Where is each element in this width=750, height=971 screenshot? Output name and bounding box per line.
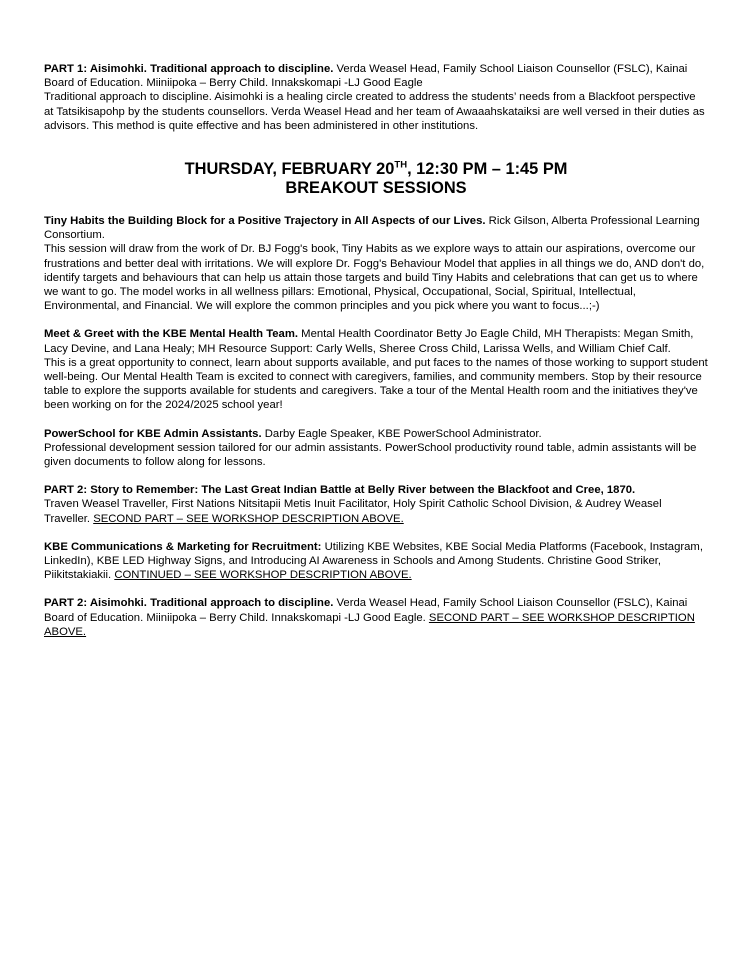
session-title: PART 1: Aisimohki. Traditional approach to discipline.	[44, 63, 334, 75]
session-body	[44, 540, 708, 583]
session-presenters: Utilizing KBE Websites, KBE Social Media Platforms (Facebook, Instagram, LinkedIn), KBE LED Highway Signs, and Introducing AI Awareness in Schools and Among Students. Christine Good Striker, Piikitstakiakii.	[44, 540, 703, 582]
part1-aisimohki-block	[44, 62, 708, 133]
session-presenters: Rick Gilson, Alberta Professional Learning Consortium.	[44, 215, 700, 242]
heading-date-text: THURSDAY, FEBRUARY 20	[184, 160, 395, 179]
session-title: PART 2: Story to Remember: The Last Great Indian Battle at Belly River between the Blackfoot and Cree, 1870.	[44, 484, 636, 497]
session-body	[44, 596, 708, 639]
session-story-to-remember	[44, 483, 708, 526]
session-body	[44, 497, 708, 525]
session-presenters: Verda Weasel Head, Family School Liaison Counsellor (FSLC), Kainai Board of Education. Miiniipoka – Berry Child. Innakskomapi -LJ Good Eagle.	[44, 597, 688, 624]
session-tiny-habits	[44, 214, 708, 313]
heading-date-suffix: TH	[394, 159, 408, 171]
session-communications	[44, 540, 708, 583]
session-powerschool	[44, 427, 708, 470]
session-title: Tiny Habits the Building Block for a Positive Trajectory in All Aspects of our Lives.	[44, 215, 486, 228]
document-page	[44, 62, 708, 653]
section-heading-subtitle: BREAKOUT SESSIONS	[285, 179, 467, 198]
heading-time-text: , 12:30 PM – 1:45 PM	[407, 160, 568, 179]
see-description-note: SECOND PART – SEE WORKSHOP DESCRIPTION ABOVE.	[93, 512, 404, 525]
session-title: Meet & Greet with the KBE Mental Health Team.	[44, 328, 299, 341]
session-mental-health	[44, 327, 708, 412]
session-title: PowerSchool for KBE Admin Assistants.	[44, 427, 262, 440]
session-header	[44, 427, 708, 441]
section-heading	[44, 160, 708, 198]
session-presenters: Traven Weasel Traveller, First Nations Nitsitapii Metis Inuit Facilitator, Holy Spirit Catholic School Division, & Audrey Weasel Traveller.	[44, 498, 662, 525]
session-part2-aisimohki	[44, 596, 708, 639]
session-presenters: Darby Eagle Speaker, KBE PowerSchool Administrator.	[261, 427, 542, 440]
session-header	[44, 214, 708, 242]
session-description: This session will draw from the work of Dr. BJ Fogg's book, Tiny Habits as we explore ways to attain our aspirations, overcome our frustrations and better deal with irritations. We will explore Dr. Fogg's Behaviour Model that applies in all things we do, AND don't do, identify targets and behaviours that can help us attain those targets and build Tiny Habits and celebrations that can get us to where we want to go. The model works in all wellness pillars: Emotional, Physical, Occupational, Social, Spiritual, Intellectual, Environmental, and Financial. We will explore the common principles and you pick where you want to focus...;-)	[44, 243, 705, 313]
session-description: Professional development session tailored for our admin assistants. PowerSchool productivity round table, admin assistants will be given documents to follow along for lessons.	[44, 441, 697, 469]
section-heading-date	[44, 160, 708, 179]
see-description-note: SECOND PART – SEE WORKSHOP DESCRIPTION ABOVE.	[44, 611, 695, 638]
part1-aisimohki-header	[44, 62, 708, 90]
session-title: KBE Communications & Marketing for Recruitment:	[44, 540, 322, 553]
session-description: This is a great opportunity to connect, learn about supports available, and put faces to the names of those working to support student well-being. Our Mental Health Team is excited to connect with caregivers, families, and community members. Stop by their resource table to explore the supports available for students and caregivers. Take a tour of the Mental Health room and the initiatives they've been working on for the 2024/2025 school year!	[44, 356, 708, 412]
session-presenters: Mental Health Coordinator Betty Jo Eagle Child, MH Therapists: Megan Smith, Lacy Devine, and Lana Healy; MH Resource Support: Carly Wells, Sheree Cross Child, Larissa Wells, and William Chief Calf.	[44, 328, 694, 355]
session-description: Traditional approach to discipline. Aisimohki is a healing circle created to address the students’ needs from a Blackfoot perspective at Tatsikisapohp by the students counsellors. Verda Weasel Head and her team of Awaaahskataiksi are well versed in their duties as advisors. This method is quite effective and has been administered in other institutions.	[44, 91, 705, 132]
session-header	[44, 327, 708, 355]
see-description-note: CONTINUED – SEE WORKSHOP DESCRIPTION ABOVE.	[114, 569, 412, 582]
session-title: PART 2: Aisimohki. Traditional approach to discipline.	[44, 597, 334, 610]
session-presenters: Verda Weasel Head, Family School Liaison Counsellor (FSLC), Kainai Board of Education. Miiniipoka – Berry Child. Innakskomapi -LJ Good Eagle	[44, 63, 688, 90]
